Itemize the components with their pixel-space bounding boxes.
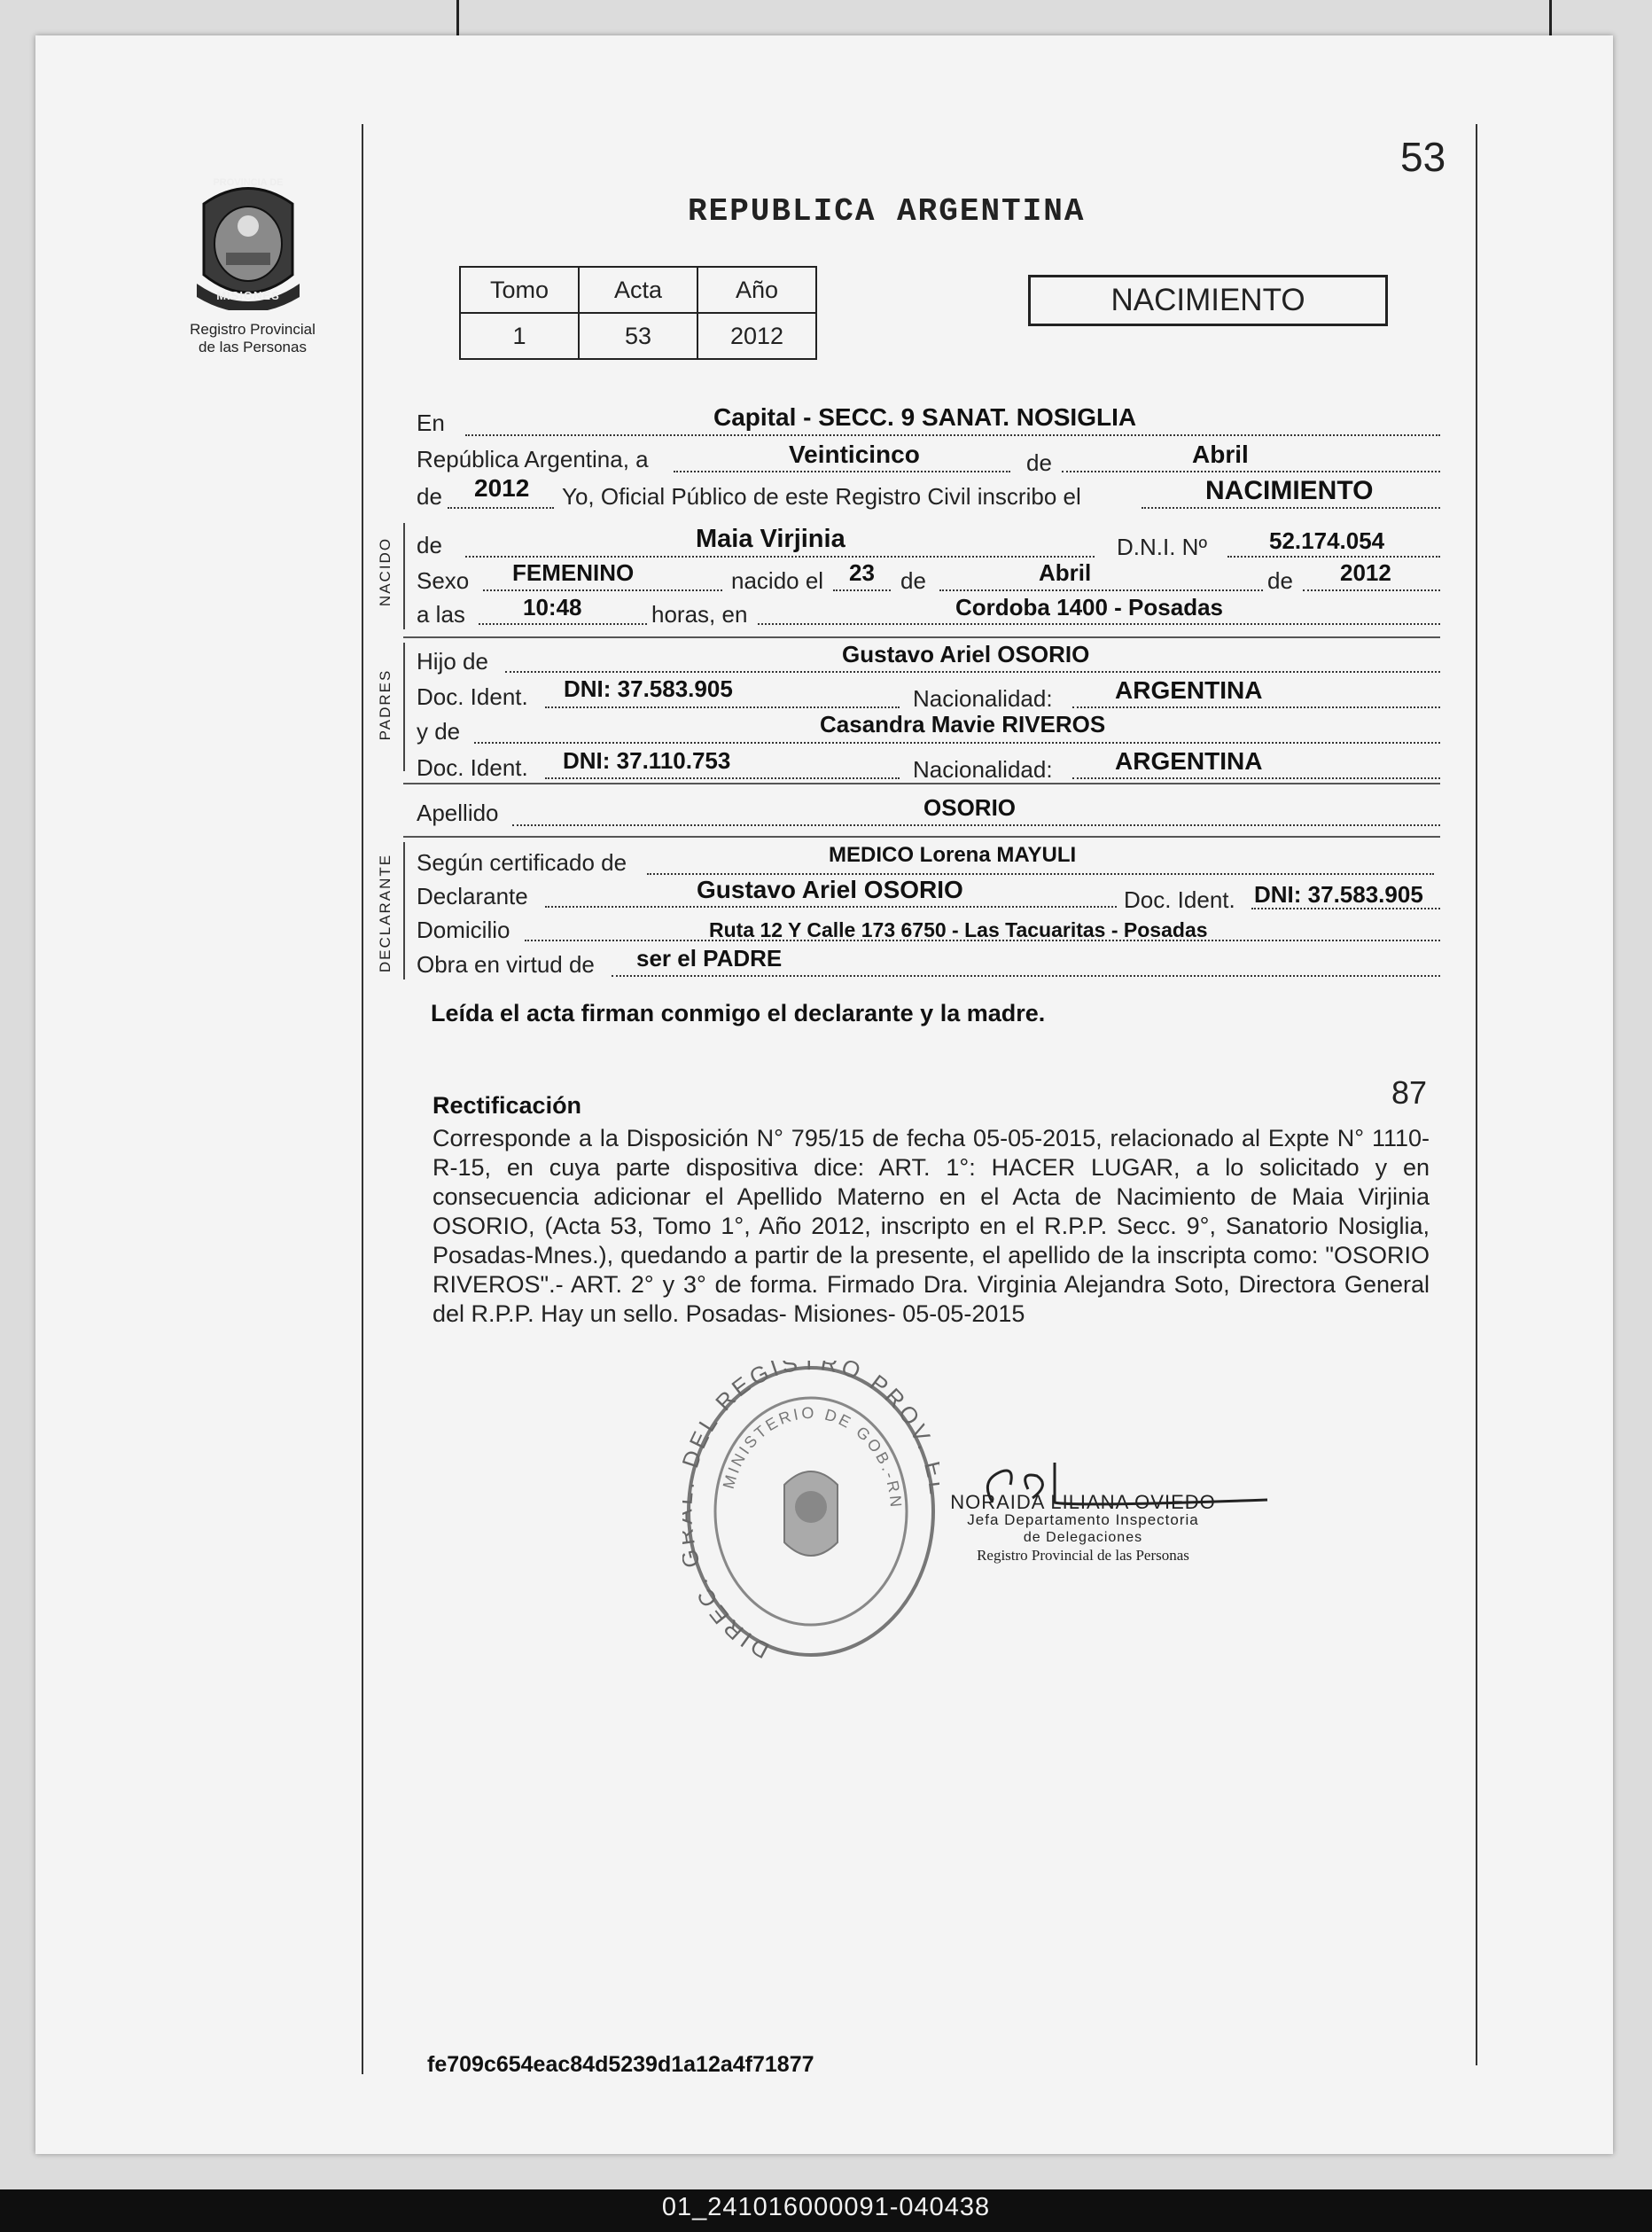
signatory-role-2: de Delegaciones xyxy=(1023,1530,1143,1545)
document-hash: fe709c654eac84d5239d1a12a4f71877 xyxy=(427,2052,814,2077)
header-tomo: Tomo xyxy=(460,267,579,313)
birth-year: 2012 xyxy=(1340,559,1391,586)
registration-month: Abril xyxy=(1192,441,1249,468)
closing-statement: Leída el acta firman conmigo el declarante y la madre. xyxy=(431,1000,1046,1026)
rectificacion-number: 87 xyxy=(1391,1074,1428,1111)
de-label: de xyxy=(900,567,926,594)
mother-nationality: ARGENTINA xyxy=(1115,747,1263,775)
republica-label: República Argentina, a xyxy=(417,446,649,472)
dots xyxy=(465,434,1440,436)
oficial-text: Yo, Oficial Público de este Registro Civil inscribo el xyxy=(562,483,1081,510)
dots xyxy=(505,671,1440,673)
dots xyxy=(1227,556,1440,558)
document-type-box: NACIMIENTO xyxy=(1028,275,1388,326)
certificado-label: Según certificado de xyxy=(417,849,627,876)
birth-place: Cordoba 1400 - Posadas xyxy=(955,594,1223,620)
declarant-address: Ruta 12 Y Calle 173 6750 - Las Tacuaritas - Posadas xyxy=(709,918,1208,941)
rectificacion-title: Rectificación xyxy=(432,1092,582,1119)
value-anio: 2012 xyxy=(697,313,816,359)
header-anio: Año xyxy=(697,267,816,313)
dots xyxy=(1142,507,1440,509)
right-margin-line xyxy=(1476,124,1477,2065)
dots xyxy=(939,589,1263,591)
scan-identifier: 01_241016000091-040438 xyxy=(661,2193,991,2221)
declarant-name: Gustavo Ariel OSORIO xyxy=(697,876,963,903)
section-bar xyxy=(403,842,405,979)
section-divider xyxy=(403,836,1440,838)
registration-place: Capital - SECC. 9 SANAT. NOSIGLIA xyxy=(713,403,1137,431)
child-name: Maia Virjinia xyxy=(696,525,845,553)
registry-line-2: de las Personas xyxy=(199,339,307,355)
emblem-top-text: PROVINCIA DE xyxy=(213,177,284,188)
dots xyxy=(448,507,554,509)
binder-line xyxy=(456,0,459,35)
dots xyxy=(1062,471,1440,472)
y-de-label: y de xyxy=(417,718,461,745)
declarant-dni: DNI: 37.583.905 xyxy=(1254,881,1423,908)
dots xyxy=(674,471,1010,472)
emblem-bottom-text: MISIONES xyxy=(216,289,280,302)
father-nationality: ARGENTINA xyxy=(1115,676,1263,704)
seal-stamp-icon xyxy=(682,1361,939,1662)
value-tomo: 1 xyxy=(460,313,579,359)
registration-year: 2012 xyxy=(474,474,530,502)
section-bar xyxy=(403,643,405,771)
alas-label: a las xyxy=(417,601,465,628)
signatory-name: NORAIDA LILIANA OVIEDO xyxy=(950,1491,1216,1513)
de-label: de xyxy=(417,532,442,558)
seal-outer-text: DIREC. EL REGISTRO PROV. xyxy=(683,1361,939,1662)
birth-day: 23 xyxy=(849,559,875,586)
dots xyxy=(833,589,891,591)
dots xyxy=(1072,777,1440,779)
domicilio-label: Domicilio xyxy=(417,917,510,943)
nacido-label: nacido el xyxy=(731,567,824,594)
dots xyxy=(545,706,900,708)
registration-day: Veinticinco xyxy=(789,441,920,468)
de-label: de xyxy=(1026,449,1052,476)
doc-label: Doc. Ident. xyxy=(1124,886,1235,913)
section-divider xyxy=(403,783,1440,784)
registered-event: NACIMIENTO xyxy=(1205,476,1374,505)
dots xyxy=(612,975,1440,977)
dots xyxy=(545,777,900,779)
sexo-label: Sexo xyxy=(417,567,470,594)
hijo-label: Hijo de xyxy=(417,648,488,675)
registry-emblem xyxy=(186,177,310,310)
signatory-block xyxy=(932,1491,1234,1565)
dots xyxy=(1303,589,1440,591)
binder-line xyxy=(1549,0,1552,35)
de-label: de xyxy=(1267,567,1293,594)
dots xyxy=(545,906,1117,908)
dots xyxy=(479,623,647,625)
father-name: Gustavo Ariel OSORIO xyxy=(842,641,1090,667)
section-declarante-label: DECLARANTE xyxy=(377,853,394,973)
birth-month: Abril xyxy=(1039,559,1092,586)
signatory-role-3: Registro Provincial de las Personas xyxy=(977,1547,1189,1564)
seal-inner-text: MINISTERIO DE GOB.-RN xyxy=(719,1403,906,1510)
de-label: de xyxy=(417,483,442,510)
dots xyxy=(758,623,1440,625)
certifying-doctor: MEDICO Lorena MAYULI xyxy=(829,843,1077,867)
section-bar xyxy=(403,523,405,629)
father-dni: DNI: 37.583.905 xyxy=(564,675,733,702)
dots xyxy=(647,873,1434,875)
document-title: REPUBLICA ARGENTINA xyxy=(688,193,1086,230)
child-sex: FEMENINO xyxy=(512,559,635,586)
nationality-label: Nacionalidad: xyxy=(913,685,1053,712)
dots xyxy=(1072,706,1440,708)
registry-name xyxy=(168,321,337,356)
left-margin-line xyxy=(362,124,363,2074)
en-label: En xyxy=(417,410,445,436)
doc-label: Doc. Ident. xyxy=(417,754,528,781)
declarante-label: Declarante xyxy=(417,883,528,909)
dots xyxy=(474,742,1440,744)
mother-dni: DNI: 37.110.753 xyxy=(563,747,731,774)
dots xyxy=(465,556,1095,558)
surname: OSORIO xyxy=(923,794,1017,821)
rectificacion-text: Corresponde a la Disposición N° 795/15 de fecha 05-05-2015, relacionado al Expte N° 1110-R-15, en cuya parte dispositiva dice: ART. 1°: HACER LUGAR, a lo solicitado y en consecuencia adicionar el Apellido Materno en el Acta de Nacimiento de Maia Virjinia OSORIO, (Acta 53, Tomo 1°, Año 2012, inscripto en el R.P.P. Secc. 9°, Sanatorio Nosiglia, Posadas-Mnes.), quedando a partir de la presente, el apellido de la inscripta como: "OSORIO RIVEROS".- ART. 2° y 3° de forma. Firmado Dra. Virginia Alejandra Soto, Directora General del R.P.P. Hay un sello. Posadas- Misiones- 05-05-2015 xyxy=(432,1125,1430,1327)
dni-label: D.N.I. Nº xyxy=(1117,534,1207,560)
child-dni: 52.174.054 xyxy=(1269,527,1385,554)
reference-table xyxy=(459,266,817,360)
header-acta: Acta xyxy=(579,267,697,313)
mother-name: Casandra Mavie RIVEROS xyxy=(820,711,1106,737)
section-nacido-label: NACIDO xyxy=(377,536,394,607)
value-acta: 53 xyxy=(579,313,697,359)
section-padres-label: PADRES xyxy=(377,668,394,741)
declarant-capacity: ser el PADRE xyxy=(636,945,783,972)
page-number: 53 xyxy=(1400,134,1446,180)
section-divider xyxy=(403,636,1440,638)
official-seal xyxy=(682,1361,939,1662)
obra-label: Obra en virtud de xyxy=(417,951,595,978)
dots xyxy=(483,589,722,591)
dots xyxy=(512,824,1440,826)
apellido-label: Apellido xyxy=(417,800,499,826)
signatory-role-1: Jefa Departamento Inspectoria xyxy=(967,1511,1199,1528)
horas-label: horas, en xyxy=(651,601,748,628)
registry-line-1: Registro Provincial xyxy=(190,321,316,338)
doc-label: Doc. Ident. xyxy=(417,683,528,710)
nationality-label: Nacionalidad: xyxy=(913,756,1053,783)
birth-time: 10:48 xyxy=(523,594,582,620)
